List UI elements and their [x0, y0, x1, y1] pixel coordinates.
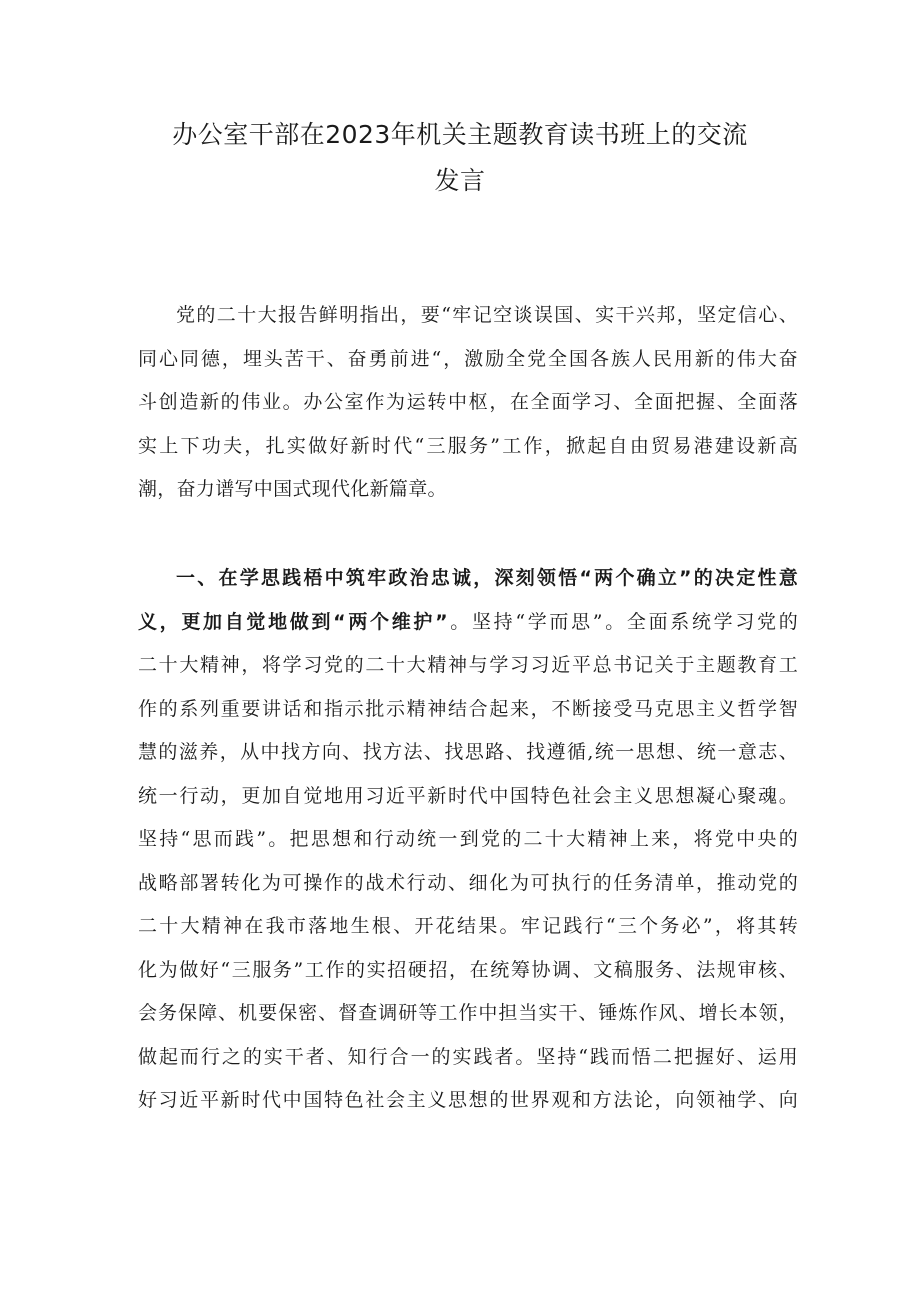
paragraph-line-mixed: [138, 601, 798, 645]
paragraph-line: 战略部署转化为可操作的战术行动、细化为可执行的任务清单，推动党的: [138, 871, 798, 894]
document-title: [120, 112, 800, 204]
paragraph-line: 慧的滋养，从中找方向、找方法、找思路、找遵循,统一思想、统一意志、: [138, 741, 798, 763]
paragraph-line: 二十大精神，将学习党的二十大精神与学习习近平总书记关于主题教育工: [138, 654, 798, 676]
paragraph-line: 好习近平新时代中国特色社会主义思想的世界观和方法论，向领袖学、向: [138, 1089, 798, 1111]
paragraph-line: 潮，奋力谱写中国式现代化新篇章。: [138, 478, 447, 500]
title-line-1: 办公室干部在2023年机关主题教育读书班上的交流: [172, 120, 748, 149]
paragraph-line: 化为做好“三服务”工作的实招硬招，在统筹协调、文稿服务、法规审核、: [138, 958, 798, 981]
paragraph-line: 二十大精神在我市落地生根、开花结果。牢记践行“三个务必”，将其转: [138, 915, 798, 937]
section-heading-line: 一、在学思践梧中筑牢政治忠诚，深刻领悟“两个确立”的决定性意: [176, 567, 798, 589]
paragraph-line: 会务保障、机要保密、督查调研等工作中担当实干、锤炼作风、增长本领，: [138, 1002, 798, 1024]
paragraph-line: 党的二十大报告鲜明指出，要“牢记空谈误国、实干兴邦，坚定信心、: [176, 304, 798, 326]
paragraph-line: 统一行动，更加自觉地用习近平新时代中国特色社会主义思想凝心聚魂。: [138, 784, 798, 807]
paragraph-line: 做起而行之的实干者、知行合一的实践者。坚持“践而悟二把握好、运用: [138, 1045, 798, 1068]
paragraph-line: 坚持“思而践”。把思想和行动统一到党的二十大精神上来，将党中央的: [138, 828, 798, 850]
section-heading-tail: 义，更加自觉地做到“两个维护”: [138, 610, 448, 633]
paragraph-line: 同心同德，埋头苦干、奋勇前进“，激励全党全国各族人民用新的伟大奋: [138, 347, 798, 370]
paragraph-line: 斗创造新的伟业。办公室作为运转中枢，在全面学习、全面把握、全面落: [138, 391, 798, 413]
paragraph-section-one: [138, 557, 798, 1123]
title-line-2: 发言: [434, 166, 486, 195]
paragraph-line: 实上下功夫，扎实做好新时代“三服务”工作，掀起自由贸易港建设新高: [138, 434, 798, 457]
paragraph-intro: [138, 294, 798, 512]
paragraph-text: 。坚持“学而思”。全面系统学习党的: [447, 610, 798, 633]
paragraph-line: 作的系列重要讲话和指示批示精神结合起来，不断接受马克思主义哲学智: [138, 697, 798, 720]
